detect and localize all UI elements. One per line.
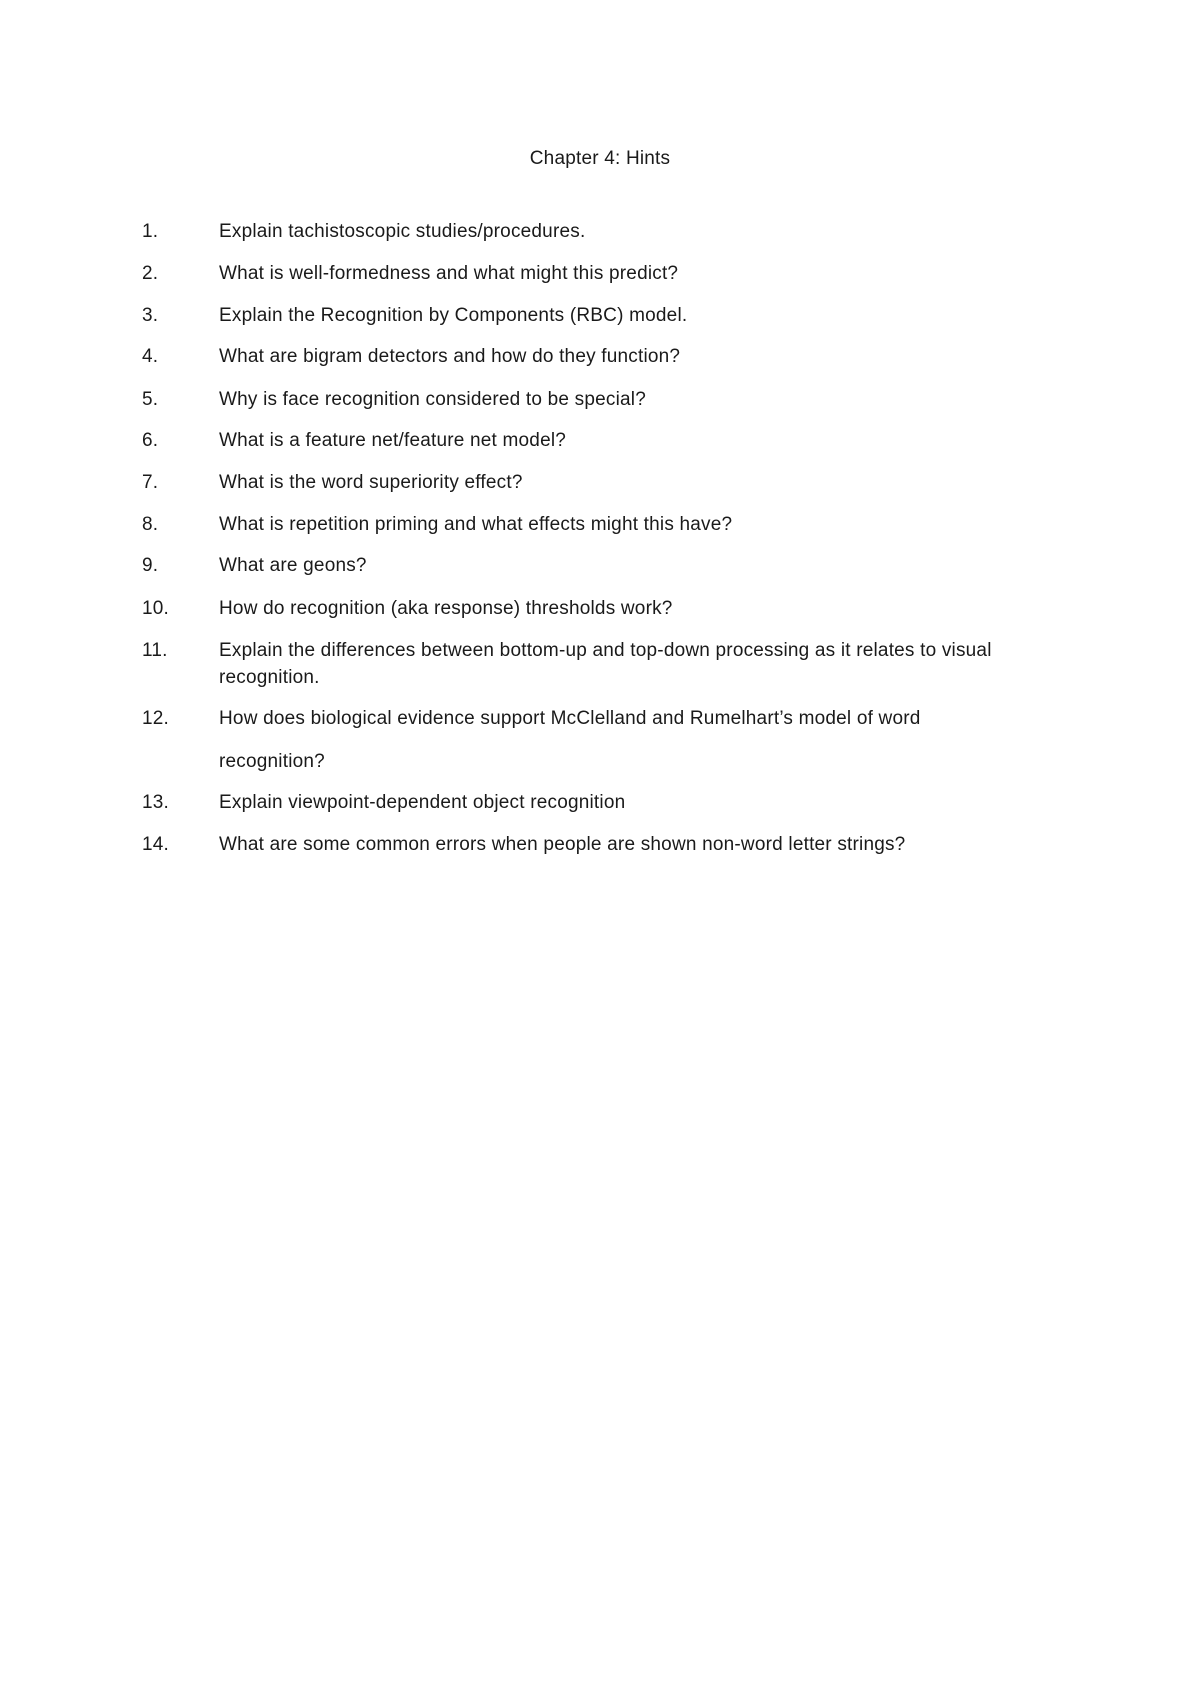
item-text: How does biological evidence support McClelland and Rumelhart’s model of word bbox=[219, 708, 921, 729]
item-text: What are bigram detectors and how do they function? bbox=[219, 346, 681, 367]
page-title: Chapter 4: Hints bbox=[529, 148, 671, 169]
item-text: Explain the differences between bottom-up and top-down processing as it relates to visual bbox=[219, 640, 992, 661]
item-number: 3. bbox=[142, 305, 159, 326]
item-text: Why is face recognition considered to be special? bbox=[219, 389, 646, 410]
item-text: What is well-formedness and what might this predict? bbox=[219, 263, 679, 284]
item-number: 5. bbox=[142, 389, 159, 410]
item-number: 14. bbox=[142, 834, 170, 855]
item-number: 12. bbox=[142, 708, 170, 729]
item-number: 6. bbox=[142, 430, 159, 451]
item-number: 2. bbox=[142, 263, 159, 284]
item-number: 8. bbox=[142, 514, 159, 535]
item-text: recognition. bbox=[219, 667, 320, 688]
item-text: Explain viewpoint-dependent object recognition bbox=[219, 792, 626, 813]
item-number: 13. bbox=[142, 792, 170, 813]
item-text: What is the word superiority effect? bbox=[219, 472, 523, 493]
item-text: What are geons? bbox=[219, 555, 367, 576]
item-text: Explain the Recognition by Components (RBC) model. bbox=[219, 305, 688, 326]
item-number: 1. bbox=[142, 221, 159, 242]
item-text: How do recognition (aka response) thresholds work? bbox=[219, 598, 673, 619]
item-number: 10. bbox=[142, 598, 170, 619]
item-text: Explain tachistoscopic studies/procedures. bbox=[219, 221, 586, 242]
item-text: What is repetition priming and what effects might this have? bbox=[219, 514, 733, 535]
item-text: What are some common errors when people are shown non-word letter strings? bbox=[219, 834, 906, 855]
item-text: recognition? bbox=[219, 751, 325, 772]
item-number: 7. bbox=[142, 472, 159, 493]
item-number: 4. bbox=[142, 346, 159, 367]
item-text: What is a feature net/feature net model? bbox=[219, 430, 567, 451]
item-number: 9. bbox=[142, 555, 159, 576]
item-number: 11. bbox=[142, 640, 168, 661]
